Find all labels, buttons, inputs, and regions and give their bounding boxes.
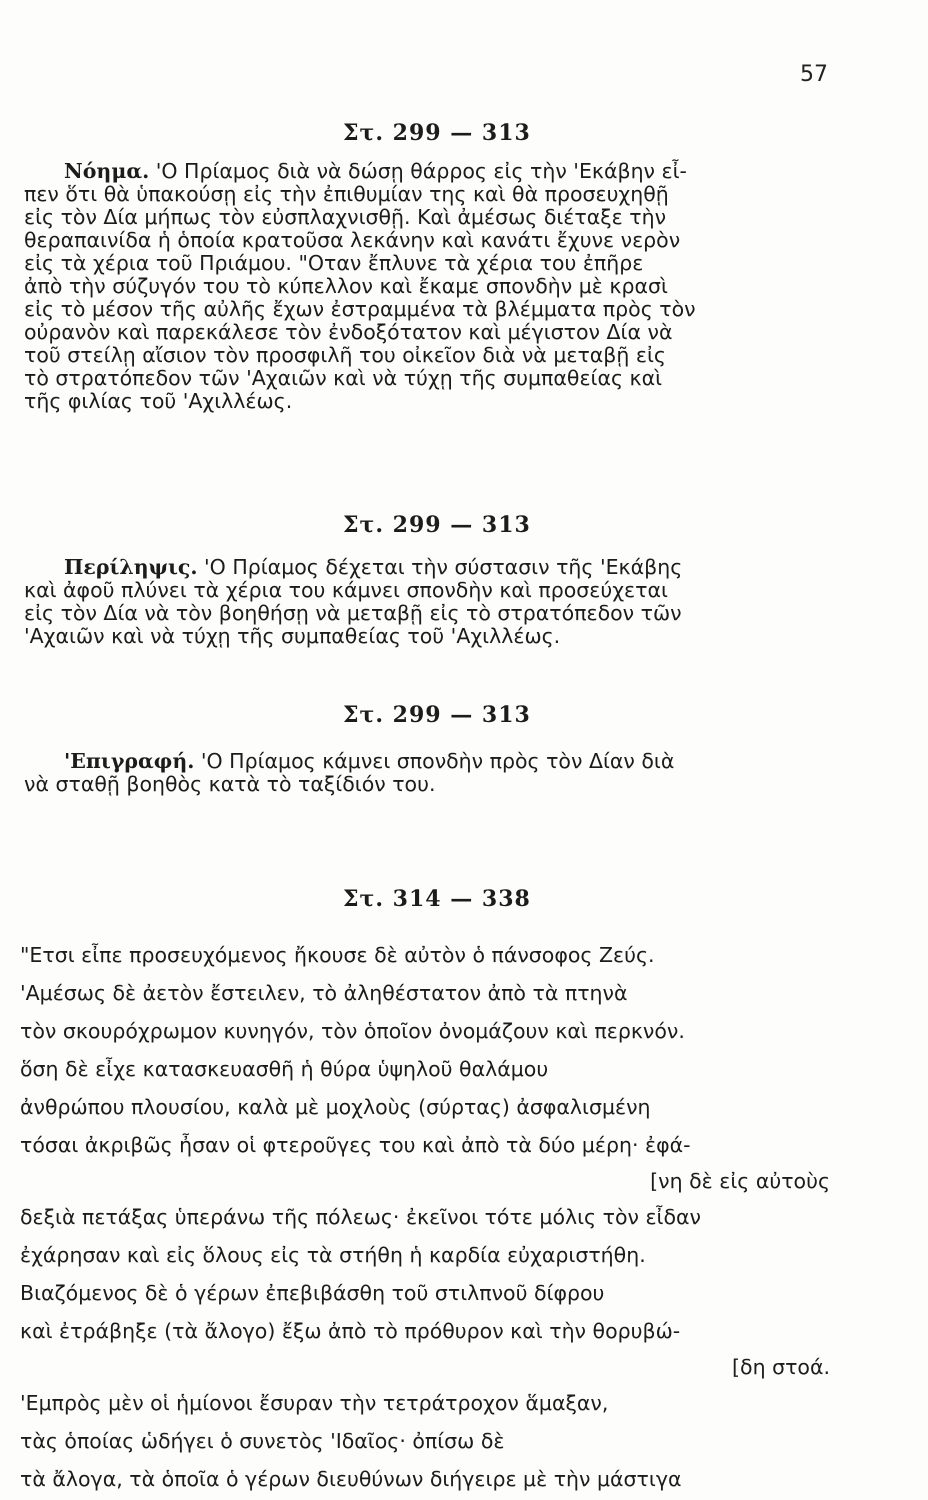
text-line: 'Αχαιῶν καὶ νὰ τύχῃ τῆς συμπαθείας τοῦ 'Αχιλλέως.: [24, 624, 561, 648]
verse-line: δεξιὰ πετάξας ὑπεράνω τῆς πόλεως· ἐκεῖνοι τότε μόλις τὸν εἶδαν: [20, 1205, 701, 1229]
section-label-summary: Περίληψις.: [64, 555, 198, 579]
section-body-summary: [24, 556, 824, 648]
verse-line: 'Αμέσως δὲ ἀετὸν ἔστειλεν, τὸ ἀληθέστατον ἀπὸ τὰ πτηνὰ: [20, 981, 628, 1005]
verse-line-continuation: [δη στοά.: [732, 1355, 830, 1379]
verse-translation: [20, 936, 840, 1498]
section-heading-1: Στ. 299 — 313: [343, 120, 531, 146]
verse-line: τὸν σκουρόχρωμον κυνηγόν, τὸν ὁποῖον ὀνομάζουν καὶ περκνόν.: [20, 1019, 685, 1043]
page-number: 57: [800, 62, 828, 87]
text-line: Περίληψις. 'Ο Πρίαμος δέχεται τὴν σύστασιν τῆς 'Εκάβης: [64, 555, 683, 579]
text-line: νὰ σταθῇ βοηθὸς κατὰ τὸ ταξίδιόν του.: [24, 772, 436, 796]
text-line: ἀπὸ τὴν σύζυγόν του τὸ κύπελλον καὶ ἔκαμε σπονδὴν μὲ κρασὶ: [24, 274, 668, 298]
verse-line: ἀνθρώπου πλουσίου, καλὰ μὲ μοχλοὺς (σύρτας) ἀσφαλισμένη: [20, 1095, 651, 1119]
text-line: καὶ ἀφοῦ πλύνει τὰ χέρια του κάμνει σπονδὴν καὶ προσεύχεται: [24, 578, 668, 602]
verse-line: 'Εμπρὸς μὲν οἱ ἡμίονοι ἔσυραν τὴν τετράτροχον ἅμαξαν,: [20, 1391, 609, 1415]
text-line: πεν ὅτι θὰ ὑπακούσῃ εἰς τὴν ἐπιθυμίαν της καὶ θὰ προσευχηθῇ: [24, 182, 669, 206]
text-line: τὸ στρατόπεδον τῶν 'Αχαιῶν καὶ νὰ τύχῃ τῆς συμπαθείας καὶ: [24, 366, 663, 390]
verse-line: τὰ ἄλογα, τὰ ὁποῖα ὁ γέρων διευθύνων διήγειρε μὲ τὴν μάστιγα: [20, 1467, 682, 1491]
text-line: 'Επιγραφή. 'Ο Πρίαμος κάμνει σπονδὴν πρὸς τὸν Δίαν διὰ: [64, 749, 675, 773]
text-line: θεραπαινίδα ἡ ὁποία κρατοῦσα λεκάνην καὶ κανάτι ἔχυνε νερὸν: [24, 228, 681, 252]
section-label-meaning: Νόημα.: [64, 159, 150, 183]
text-line: τῆς φιλίας τοῦ 'Αχιλλέως.: [24, 389, 293, 413]
verse-line: "Ετσι εἶπε προσευχόμενος ἤκουσε δὲ αὐτὸν ὁ πάνσοφος Ζεύς.: [20, 943, 655, 967]
section-heading-verse: Στ. 314 — 338: [343, 886, 531, 912]
verse-line: τόσαι ἀκριβῶς ἦσαν οἱ φτεροῦγες του καὶ ἀπὸ τὰ δύο μέρη· ἐφά-: [20, 1133, 691, 1157]
verse-line: τὰς ὁποίας ὡδήγει ὁ συνετὸς 'Ιδαῖος· ὀπίσω δὲ: [20, 1429, 505, 1453]
text-line: Νόημα. 'Ο Πρίαμος διὰ νὰ δώσῃ θάρρος εἰς τὴν 'Εκάβην εἶ-: [64, 159, 687, 183]
text-line: εἰς τὸ μέσον τῆς αὐλῆς ἔχων ἐστραμμένα τὰ βλέμματα πρὸς τὸν: [24, 297, 696, 321]
verse-line: Βιαζόμενος δὲ ὁ γέρων ἐπεβιβάσθη τοῦ στιλπνοῦ δίφρου: [20, 1281, 605, 1305]
section-heading-2: Στ. 299 — 313: [343, 512, 531, 538]
text-line: εἰς τὸν Δία νὰ τὸν βοηθήσῃ νὰ μεταβῇ εἰς τὸ στρατόπεδον τῶν: [24, 601, 682, 625]
verse-line: ἐχάρησαν καὶ εἰς ὅλους εἰς τὰ στήθη ἡ καρδία εὐχαριστήθη.: [20, 1243, 646, 1267]
section-label-title: 'Επιγραφή.: [64, 749, 195, 773]
text-line: εἰς τὰ χέρια τοῦ Πριάμου. "Οταν ἔπλυνε τὰ χέρια του ἐπῆρε: [24, 251, 644, 275]
verse-line: καὶ ἐτράβηξε (τὰ ἄλογο) ἔξω ἀπὸ τὸ πρόθυρον καὶ τὴν θορυβώ-: [20, 1319, 681, 1343]
text-line: οὐρανὸν καὶ παρεκάλεσε τὸν ἐνδοξότατον καὶ μέγιστον Δία νὰ: [24, 320, 673, 344]
verse-line-continuation: [νη δὲ εἰς αὐτοὺς: [650, 1169, 830, 1193]
section-body-meaning: [24, 160, 824, 413]
text-line: τοῦ στείλῃ αἴσιον τὸν προσφιλῆ του οἰκεῖον διὰ νὰ μεταβῇ εἰς: [24, 343, 666, 367]
section-body-title: [24, 750, 824, 796]
verse-line: ὅση δὲ εἶχε κατασκευασθῆ ἡ θύρα ὑψηλοῦ θαλάμου: [20, 1057, 549, 1081]
text-line: εἰς τὸν Δία μήπως τὸν εὐσπλαχνισθῇ. Καὶ ἀμέσως διέταξε τὴν: [24, 205, 667, 229]
section-heading-3: Στ. 299 — 313: [343, 702, 531, 728]
